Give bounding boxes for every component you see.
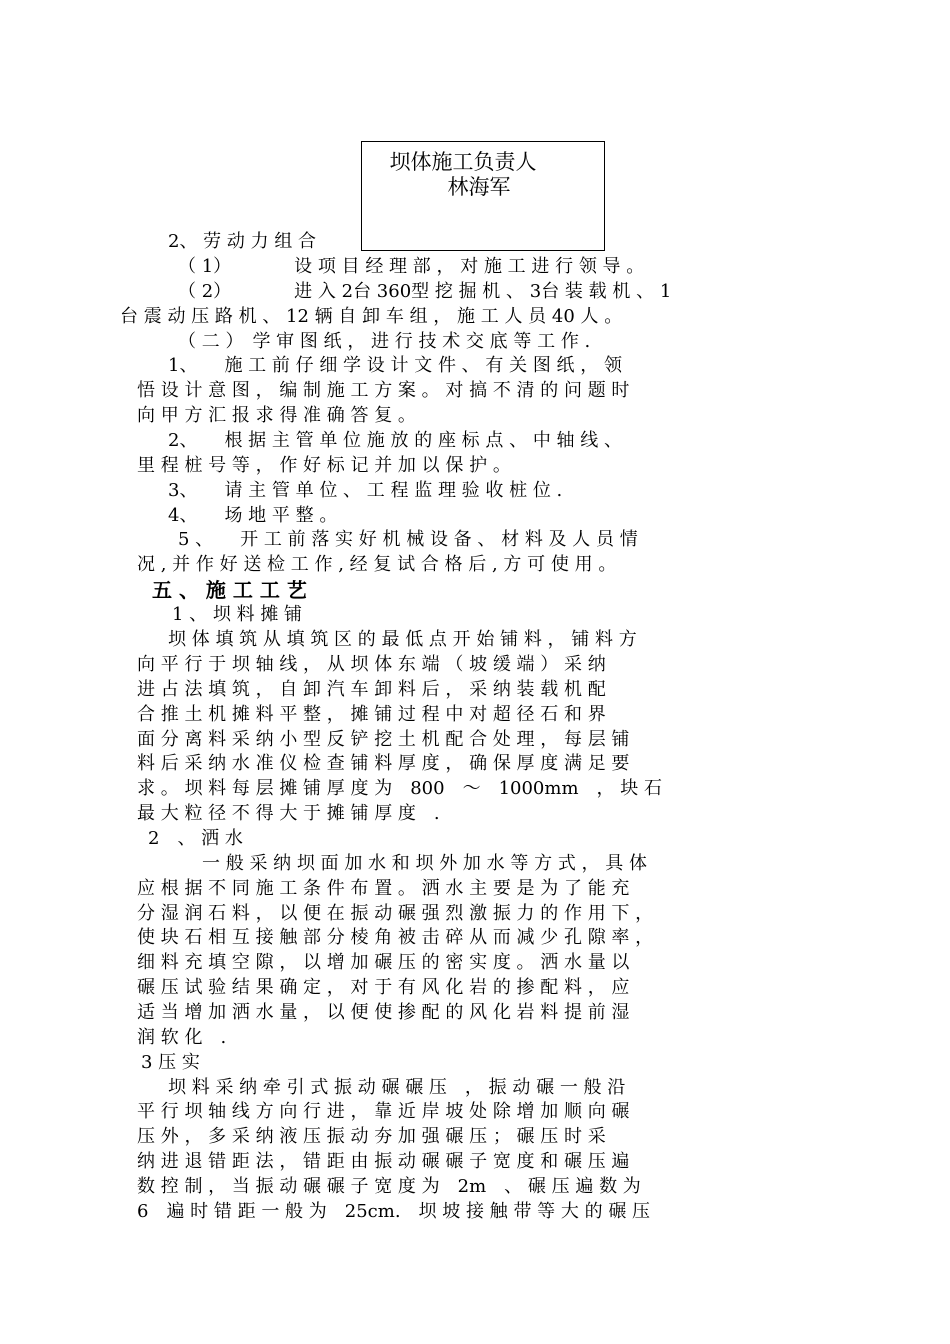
compaction-l2: 平 行 坝 轴 线 方 向 行 进 ， 靠 近 岸 坡 处 除 增 加 顺 向 碾	[137, 1101, 630, 1122]
labor-title: 2、 劳 动 力 组 合	[168, 231, 317, 252]
paving-l2: 向 平 行 于 坝 轴 线 ， 从 坝 体 东 端 （ 坡 缓 端 ） 采 纳	[137, 654, 606, 675]
paving-l3: 进 占 法 填 筑 ， 自 卸 汽 车 卸 料 后 ， 采 纳 装 载 机 配	[137, 679, 606, 700]
compaction-l3: 压 外 ， 多 采 纳 液 压 振 动 夯 加 强 碾 压 ； 碾 压 时 采	[137, 1126, 606, 1147]
watering-l1: 一 般 采 纳 坝 面 加 水 和 坝 外 加 水 等 方 式 ， 具 体	[202, 853, 647, 874]
labor-item-1: （ 1） 设 项 目 经 理 部 ， 对 施 工 进 行 领 导 。	[178, 256, 645, 277]
compaction-l4: 纳 进 退 错 距 法 ， 错 距 由 振 动 碾 碾 子 宽 度 和 碾 压 遍	[137, 1151, 630, 1172]
paving-l8: 最 大 粒 径 不 得 大 于 摊 铺 厚 度 .	[137, 803, 440, 824]
tech-prep-p5-l2: 况 , 并 作 好 送 检 工 作 , 经 复 试 合 格 后 , 方 可 使 用 。	[137, 554, 617, 575]
paving-l7: 求 。 坝 料 每 层 摊 铺 厚 度 为 800 ～ 1000mm ， 块 石	[137, 778, 662, 799]
tech-prep-p1-l3: 向 甲 方 汇 报 求 得 准 确 答 复 。	[137, 405, 416, 426]
paving-l1: 坝 体 填 筑 从 填 筑 区 的 最 低 点 开 始 铺 料 ， 铺 料 方	[168, 629, 637, 650]
watering-l6: 碾 压 试 验 结 果 确 定 ， 对 于 有 风 化 岩 的 掺 配 料 ， 应	[137, 977, 630, 998]
paving-l4: 合 推 土 机 摊 料 平 整 ， 摊 铺 过 程 中 对 超 径 石 和 界	[137, 704, 606, 725]
tech-prep-p1-l1: 1、 施 工 前 仔 细 学 设 计 文 件 、 有 关 图 纸 ， 领	[168, 355, 622, 376]
paving-l6: 料 后 采 纳 水 准 仪 检 查 铺 料 厚 度 ， 确 保 厚 度 满 足 要	[137, 753, 630, 774]
compaction-l6: 6 遍 时 错 距 一 般 为 25cm. 坝 坡 接 触 带 等 大 的 碾 压	[137, 1201, 651, 1222]
compaction-l5: 数 控 制 ， 当 振 动 碾 碾 子 宽 度 为 2m 、 碾 压 遍 数 为	[137, 1176, 641, 1197]
compaction-l1: 坝 料 采 纳 牵 引 式 振 动 碾 碾 压 ， 振 动 碾 一 般 沿	[168, 1077, 626, 1098]
tech-prep-title: （ 二 ） 学 审 图 纸 ， 进 行 技 术 交 底 等 工 作 .	[178, 331, 591, 352]
labor-item-2-line-1: （ 2） 进 入 2台 360型 挖 掘 机 、 3台 装 载 机 、 1	[178, 281, 672, 302]
subsection-title-paving: 1 、 坝 料 摊 铺	[172, 604, 303, 625]
tech-prep-p3: 3、 请 主 管 单 位 、 工 程 监 理 验 收 桩 位 .	[168, 480, 563, 501]
responsible-person-box	[361, 141, 605, 251]
subsection-title-compaction: 3 压 实	[141, 1052, 200, 1073]
watering-l2: 应 根 据 不 同 施 工 条 件 布 置 。 洒 水 主 要 是 为 了 能 充	[137, 878, 630, 899]
tech-prep-p4: 4、 场 地 平 整 。	[168, 505, 338, 526]
paving-l5: 面 分 离 料 采 纳 小 型 反 铲 挖 土 机 配 合 处 理 ， 每 层 铺	[137, 729, 630, 750]
tech-prep-p1-l2: 悟 设 计 意 图 ， 编 制 施 工 方 案 。 对 搞 不 清 的 问 题 时	[137, 380, 630, 401]
watering-l3: 分 湿 润 石 料 ， 以 便 在 振 动 碾 强 烈 激 振 力 的 作 用 下 ，	[137, 903, 654, 924]
watering-l4: 使 块 石 相 互 接 触 部 分 棱 角 被 击 碎 从 而 减 少 孔 隙 率 ，	[137, 927, 654, 948]
section-title-process: 五 、 施 工 工 艺	[152, 578, 307, 602]
watering-l7: 适 当 增 加 洒 水 量 ， 以 便 使 掺 配 的 风 化 岩 料 提 前 湿	[137, 1002, 630, 1023]
tech-prep-p2-l2: 里 程 桩 号 等 ， 作 好 标 记 并 加 以 保 护 。	[137, 455, 511, 476]
responsible-name: 林海军	[447, 175, 511, 199]
labor-item-2-line-2: 台 震 动 压 路 机 、 12 辆 自 卸 车 组 ， 施 工 人 员 40 人 。	[120, 306, 623, 327]
watering-l8: 润 软 化 .	[137, 1027, 227, 1048]
tech-prep-p5-l1: 5 、 开 工 前 落 实 好 机 械 设 备 、 材 料 及 人 员 情	[178, 529, 638, 550]
responsible-title: 坝体施工负责人	[389, 150, 537, 174]
watering-l5: 细 料 充 填 空 隙 ， 以 增 加 碾 压 的 密 实 度 。 洒 水 量 以	[137, 952, 630, 973]
tech-prep-p2-l1: 2、 根 据 主 管 单 位 施 放 的 座 标 点 、 中 轴 线 、	[168, 430, 622, 451]
subsection-title-watering: 2 、 洒 水	[148, 828, 243, 849]
